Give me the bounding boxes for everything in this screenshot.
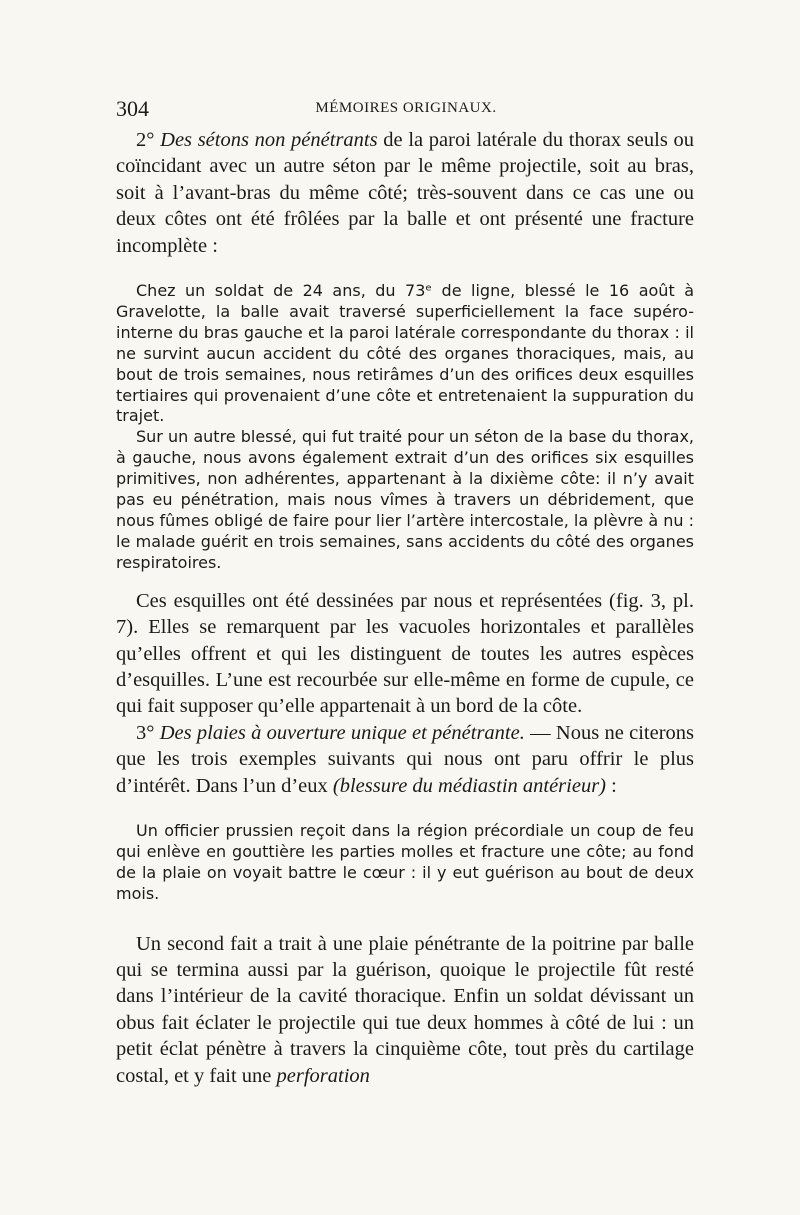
paragraph-text: — Nous ne citerons que les trois exemples suivants qui nous ont paru offrir le plus d’intérêt. Dans l’un d’eux (116, 721, 694, 797)
case-soldat-gravelotte: Chez un soldat de 24 ans, du 73ᵉ de ligne, blessé le 16 août à Gravelotte, la balle avait traversé superficiellement la face supéro-interne du bras gauche et la paroi latérale correspondante du thorax : il ne survint aucun accident du côté des organes thoraciques, mais, au bout de trois semaines, nous retirâmes d’un des orifices deux esquilles tertiaires qui provenaient d’une côte et entretenaient la suppuration du trajet. (116, 281, 694, 426)
paragraph-setons-non-penetrants (116, 127, 694, 259)
section-heading: Des plaies à ouverture unique et pénétrante. (159, 721, 525, 744)
paragraph-esquilles: Ces esquilles ont été dessinées par nous et représentées (fig. 3, pl. 7). Elles se remarquent par les vacuoles horizontales et parallèles qu’elles offrent et qui les distinguent de toutes les autres espèces d’esquilles. L’une est recourbée sur elle-même en forme de cupule, ce qui fait supposer qu’elle appartenait à un bord de la côte. (116, 589, 694, 718)
case-autre-blesse: Sur un autre blessé, qui fut traité pour un séton de la base du thorax, à gauche, nous avons également extrait d’un des orifices six esquilles primitives, non adhérentes, appartenant à la dixième côte: il n’y avait pas eu pénétration, mais nous vîmes à travers un débridement, que nous fûmes obligé de faire pour lier l’artère intercostale, la plèvre à nu : le malade guérit en trois semaines, sans accidents du côté des organes respiratoires. (116, 427, 694, 572)
item-number: 3° (136, 721, 155, 744)
case-officier-prussien: Un officier prussien reçoit dans la région précordiale un coup de feu qui enlève en gouttière les parties molles et fracture une côte; au fond de la plaie on voyait battre le cœur : il y eut guérison au bout de deux mois. (116, 820, 694, 903)
paragraph-text: Un second fait a trait à une plaie pénétrante de la poitrine par balle qui se termina aussi par la guérison, quoique le projectile fût resté dans l’intérieur de la cavité thoracique. Enfin un soldat dévissant un obus fait éclater le projectile qui tue deux hommes à côté de lui : un petit éclat pénètre à travers la cinquième côte, tout près du cartilage costal, et y fait une (116, 932, 694, 1087)
page-header (116, 96, 696, 122)
item-number: 2° (136, 129, 155, 151)
paragraph-end: : (606, 774, 617, 797)
running-head: MÉMOIRES ORIGINAUX. (315, 100, 497, 116)
parenthetical-note: (blessure du médiastin antérieur) (332, 774, 607, 797)
section-heading: Des sétons non pénétrants (160, 129, 378, 151)
paragraph-text: de la paroi latérale du thorax seuls ou coïncidant avec un autre séton par le même projectile, soit au bras, soit à l’avant-bras du même côté; très-souvent dans ce cas une ou deux côtes ont été frôlées par la balle et ont présenté une fracture incomplète : (116, 129, 694, 257)
page-number: 304 (116, 96, 149, 121)
page-body (116, 127, 694, 1089)
paragraph-second-fait (116, 931, 694, 1089)
italic-word: perforation (276, 1064, 370, 1087)
paragraph-plaies-ouverture-unique (116, 720, 694, 799)
